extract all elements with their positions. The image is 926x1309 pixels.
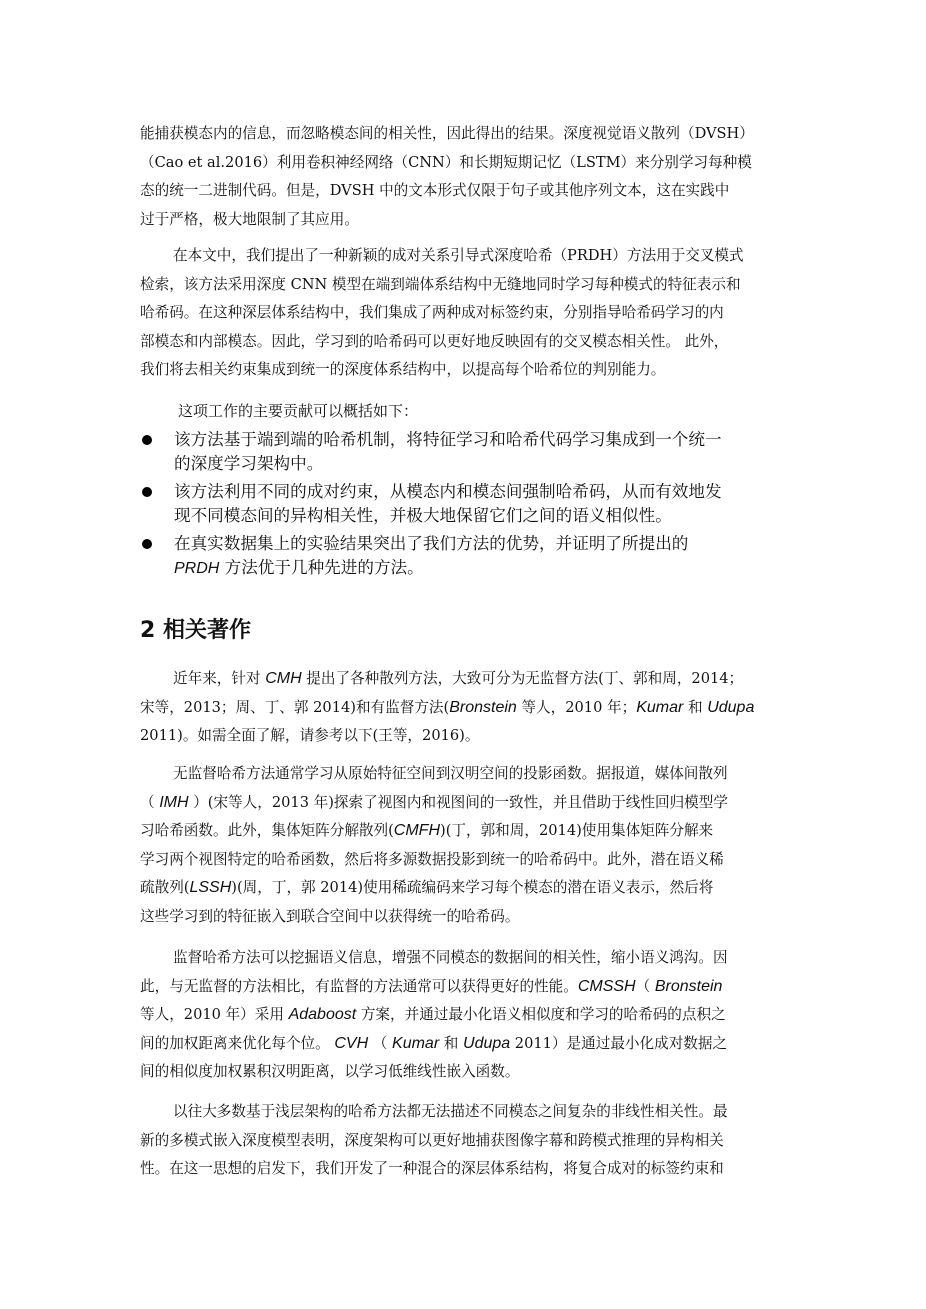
text-line: 部模态和内部模态。因此，学习到的哈希码可以更好地反映固有的交叉模态相关性。 此外，	[140, 332, 729, 350]
text-fragment: 宋等，2013；周、丁、郭 2014)和有监督方法(	[140, 698, 450, 716]
text-line: 间的相似度加权累积汉明距离，以学习低维线性嵌入函数。	[140, 1063, 520, 1080]
text-line	[140, 1030, 790, 1059]
term-cmssh: CMSSH	[577, 977, 636, 995]
text-fragment: （	[635, 977, 655, 995]
text-line: 这项工作的主要贡献可以概括如下：	[178, 402, 419, 420]
text-line: 的深度学习架构中。	[174, 454, 324, 473]
text-line: 这些学习到的特征嵌入到联合空间中以获得统一的哈希码。	[140, 907, 520, 925]
term-cmh: CMH	[265, 670, 302, 687]
text-fragment: 此，与无监督的方法相比，有监督的方法通常可以获得更好的性能。	[140, 977, 578, 995]
text-line: 现不同模态间的异构相关性，并极大地保留它们之间的语义相似性。	[174, 506, 672, 525]
text-line: 学习两个视图特定的哈希函数，然后将多源数据投影到统一的哈希码中。此外，潜在语义稀	[140, 850, 724, 868]
text-line: 态的统一二进制代码。但是，DVSH 中的文本形式仅限于句子或其他序列文本，这在实践中	[140, 182, 730, 199]
text-line: 以往大多数基于浅层架构的哈希方法都无法描述不同模态之间复杂的非线性相关性。最	[173, 1103, 728, 1120]
text-fragment: 等人，2010 年）采用	[140, 1006, 289, 1023]
text-fragment: 等人，2010 年；	[516, 698, 637, 716]
bullet-icon	[142, 539, 152, 549]
text-fragment: ）(宋等人，2013 年)探索了视图内和视图间的一致性，并且借助于线性回归模型学	[188, 793, 728, 811]
text-line: （Cao et al.2016）利用卷积神经网络（CNN）和长期短期记忆（LSTM）来分别学习每种模	[140, 153, 752, 171]
paragraph-proposed-method	[140, 242, 790, 385]
paragraph-related-overview	[140, 665, 790, 751]
text-line: 无监督哈希方法通常学习从原始特征空间到汉明空间的投影函数。据报道，媒体间散列	[173, 765, 728, 782]
paragraph-supervised	[140, 944, 790, 1087]
term-bronstein: Bronstein	[449, 698, 517, 716]
paragraph-intro-continuation	[140, 120, 790, 234]
text-fragment: 2011）是通过最小化成对数据之	[510, 1034, 728, 1052]
text-fragment: 和	[439, 1034, 464, 1052]
text-fragment: 和	[683, 698, 708, 716]
text-line	[140, 789, 790, 818]
text-line: 我们将去相关约束集成到统一的深度体系结构中，以提高每个哈希位的判别能力。	[140, 361, 666, 378]
text-line: 2011)。如需全面了解，请参考以下(王等，2016)。	[140, 727, 480, 744]
text-fragment: 习哈希函数。此外，集体矩阵分解散列(	[140, 822, 394, 839]
list-item	[140, 428, 800, 476]
text-line: 监督哈希方法可以挖掘语义信息，增强不同模态的数据间的相关性，缩小语义鸿沟。因	[173, 949, 728, 966]
text-fragment: （	[140, 793, 160, 811]
text-line	[140, 1001, 790, 1030]
text-fragment: 间的加权距离来优化每个位。	[140, 1034, 335, 1052]
term-prdh: PRDH	[174, 560, 220, 577]
text-fragment: 提出了各种散列方法，大致可分为无监督方法(丁、郭和周，2014；	[301, 670, 744, 687]
text-line: 性。在这一思想的启发下，我们开发了一种混合的深层体系结构，将复合成对的标签约束和	[140, 1160, 724, 1177]
term-kumar: Kumar	[392, 1034, 440, 1052]
text-fragment: 疏散列(	[140, 879, 190, 896]
text-fragment: 近年来，针对	[173, 670, 266, 687]
text-line	[140, 973, 790, 1002]
text-line: 该方法基于端到端的哈希机制，将特征学习和哈希代码学习集成到一个统一	[174, 430, 722, 449]
paragraph-deep-models	[140, 1098, 790, 1184]
text-fragment: （	[368, 1034, 393, 1052]
term-imh: IMH	[159, 793, 189, 811]
text-line: 检索，该方法采用深度 CNN 模型在端到端体系结构中无缝地同时学习每种模式的特征表示和	[140, 275, 741, 293]
text-line: 在真实数据集上的实验结果突出了我们方法的优势，并证明了所提出的	[174, 534, 689, 553]
text-line	[140, 665, 790, 694]
paragraph-unsupervised	[140, 760, 790, 931]
text-fragment: )(丁，郭和周，2014)使用集体矩阵分解来	[440, 822, 714, 839]
text-line: 过于严格，极大地限制了其应用。	[140, 210, 359, 228]
contributions-intro	[140, 397, 790, 426]
text-fragment: )(周，丁，郭 2014)使用稀疏编码来学习每个模态的潜在语义表示，然后将	[231, 879, 714, 896]
bullet-icon	[142, 487, 152, 497]
term-udupa: Udupa	[707, 698, 755, 716]
text-line	[140, 874, 790, 903]
text-fragment: 方案，并通过最小化语义相似度和学习的哈希码的点积之	[356, 1006, 726, 1023]
text-line: 新的多模式嵌入深度模型表明，深度架构可以更好地捕获图像字幕和跨模式推理的异构相关	[140, 1131, 724, 1149]
text-line: 在本文中，我们提出了一种新颖的成对关系引导式深度哈希（PRDH）方法用于交叉模式	[173, 247, 744, 264]
list-item	[140, 480, 800, 528]
section-heading: 2 相关著作	[140, 618, 251, 643]
text-line	[140, 817, 790, 846]
text-line	[174, 556, 800, 581]
text-line: 哈希码。在这种深层体系结构中，我们集成了两种成对标签约束，分别指导哈希码学习的内	[140, 304, 724, 321]
text-line: 该方法利用不同的成对约束，从模态内和模态间强制哈希码，从而有效地发	[174, 482, 722, 501]
list-item	[140, 532, 800, 581]
bullet-icon	[142, 435, 152, 445]
term-udupa: Udupa	[463, 1034, 511, 1052]
term-kumar: Kumar	[636, 698, 684, 716]
term-cmfh: CMFH	[393, 822, 441, 839]
text-fragment: 方法优于几种先进的方法。	[219, 558, 424, 577]
term-bronstein: Bronstein	[654, 977, 723, 995]
text-line	[140, 694, 790, 723]
term-lssh: LSSH	[189, 879, 232, 896]
contributions-list	[140, 428, 800, 585]
term-cvh: CVH	[334, 1034, 369, 1052]
text-line: 能捕获模态内的信息，而忽略模态间的相关性，因此得出的结果。深度视觉语义散列（DVSH）	[140, 125, 754, 142]
term-adaboost: Adaboost	[288, 1006, 357, 1023]
